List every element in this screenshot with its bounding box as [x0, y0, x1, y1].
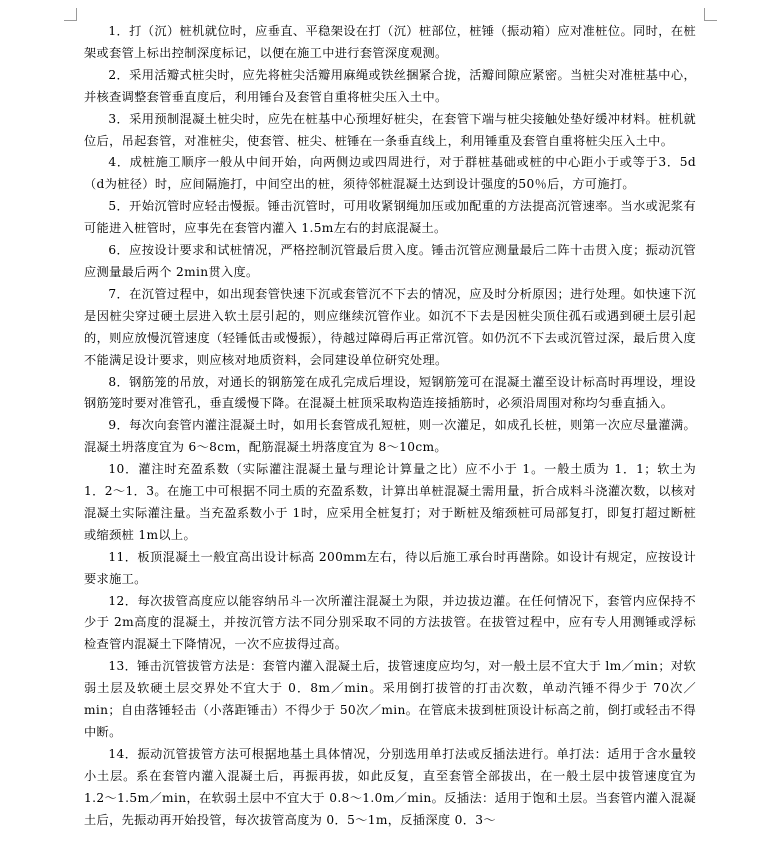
paragraph-6: 6．应按设计要求和试桩情况，严格控制沉管最后贯入度。锤击沉管应测量最后二阵十击贯入度；振动沉管应测量最后两个 2min贯入度。 [84, 243, 696, 279]
paragraph-14: 14．振动沉管拔管方法可根据地基土具体情况，分别选用单打法或反插法进行。单打法：适用于含水量较小土层。系在套管内灌入混凝土后，再振再拔，如此反复，直至套管全部拔出，在一般土层中拔管速度宜为 1.2～1.5m／min，在软弱土层中不宜大于 0.8～1.0m／min。反插法：适用于饱和土层。当套管内灌入混凝土后，先振动再开始投管，每次拔管高度为 0．5～1m，反插深度 0．3～ [84, 746, 696, 827]
document-body [84, 21, 696, 832]
paragraph-5: 5．开始沉管时应轻击慢振。锤击沉管时，可用收紧钢绳加压或加配重的方法提高沉管速率。当水或泥浆有可能进入桩管时，应事先在套管内灌入 1.5m左右的封底混凝土。 [84, 199, 696, 236]
paragraph-11: 11．板顶混凝土一般宜高出设计标高 200mm左右，待以后施工承台时再凿除。如设计有规定，应按设计要求施工。 [84, 549, 696, 586]
page-corner-mark-top-right [704, 8, 717, 21]
paragraph-4: 4．成桩施工顺序一般从中间开始，向两侧边或四周进行，对于群桩基础或桩的中心距小于或等于3．5d（d为桩径）时，应间隔施打，中间空出的桩，须待邻桩混凝土达到设计强度的50％后，方可施打。 [84, 155, 696, 192]
paragraph-9: 9．每次向套管内灌注混凝土时，如用长套管成孔短桩，则一次灌足，如成孔长桩，则第一次应尽量灌满。混凝土坍落度宜为 6～8cm，配筋混凝土坍落度宜为 8～10cm。 [84, 418, 696, 455]
paragraph-7: 7．在沉管过程中，如出现套管快速下沉或套管沉不下去的情况，应及时分析原因；进行处理。如快速下沉是因桩尖穿过硬土层进入软土层引起的，则应继续沉管作业。如沉不下去是因桩尖顶住孤石或遇到硬土层引起的，则应放慢沉管速度（轻锤低击或慢振），待越过障碍后再正常沉管。如仍沉不下去或沉管过深，最后贯入度不能满足设计要求，则应核对地质资料，会同建设单位研究处理。 [84, 286, 696, 367]
paragraph-1: 1．打（沉）桩机就位时，应垂直、平稳架设在打（沉）桩部位，桩锤（振动箱）应对准桩位。同时，在桩架或套管上标出控制深度标记，以便在施工中进行套管深度观测。 [84, 24, 696, 60]
page-corner-mark-top-left [64, 8, 77, 21]
paragraph-13: 13．锤击沉管拔管方法是：套管内灌入混凝土后，拔管速度应均匀，对一般土层不宜大于 lm／min；对软弱土层及软硬土层交界处不宜大于 0．8m／min。采用倒打拔管的打击次数，单动汽锤不得少于 70次／min；自由落锤轻击（小落距锤击）不得少于 50次／min。在管底未拔到桩顶设计标高之前，倒打或轻击不得中断。 [84, 659, 696, 739]
paragraph-3: 3．采用预制混凝土桩尖时，应先在桩基中心预埋好桩尖，在套管下端与桩尖接触处垫好缓冲材料。桩机就位后，吊起套管，对准桩尖，使套管、桩尖、桩锤在一条垂直线上，利用锤重及套管自重将桩尖压入土中。 [84, 111, 696, 148]
paragraph-2: 2．采用活瓣式桩尖时，应先将桩尖活瓣用麻绳或铁丝捆紧合拢，活瓣间隙应紧密。当桩尖对准桩基中心，并核查调整套管垂直度后，利用锤台及套管自重将桩尖压入土中。 [84, 67, 696, 104]
paragraph-12: 12．每次拔管高度应以能容纳吊斗一次所灌注混凝土为限，并边拔边灌。在任何情况下，套管内应保持不少于 2m高度的混凝土，并按沉管方法不同分别采取不同的方法拔管。在拔管过程中，应有专人用测锤或浮标检查管内混凝土下降情况，一次不应拔得过高。 [84, 593, 696, 652]
paragraph-10: 10．灌注时充盈系数（实际灌注混凝土量与理论计算量之比）应不小于 1。一般土质为 1．1；软土为 1．2～1．3。在施工中可根据不同土质的充盈系数，计算出单桩混凝土需用量，折合成料斗浇灌次数，以核对混凝土实际灌注量。当充盈系数小于 1时，应采用全桩复打；对于断桩及缩颈桩可局部复打，即复打超过断桩或缩颈桩 1m以上。 [84, 462, 696, 542]
paragraph-8: 8．钢筋笼的吊放，对通长的钢筋笼在成孔完成后埋设，短钢筋笼可在混凝土灌至设计标高时再埋设，埋设钢筋笼时要对准管孔，垂直缓慢下降。在混凝土桩顶采取构造连接插筋时，必须沿周围对称均匀垂直插入。 [84, 374, 696, 411]
